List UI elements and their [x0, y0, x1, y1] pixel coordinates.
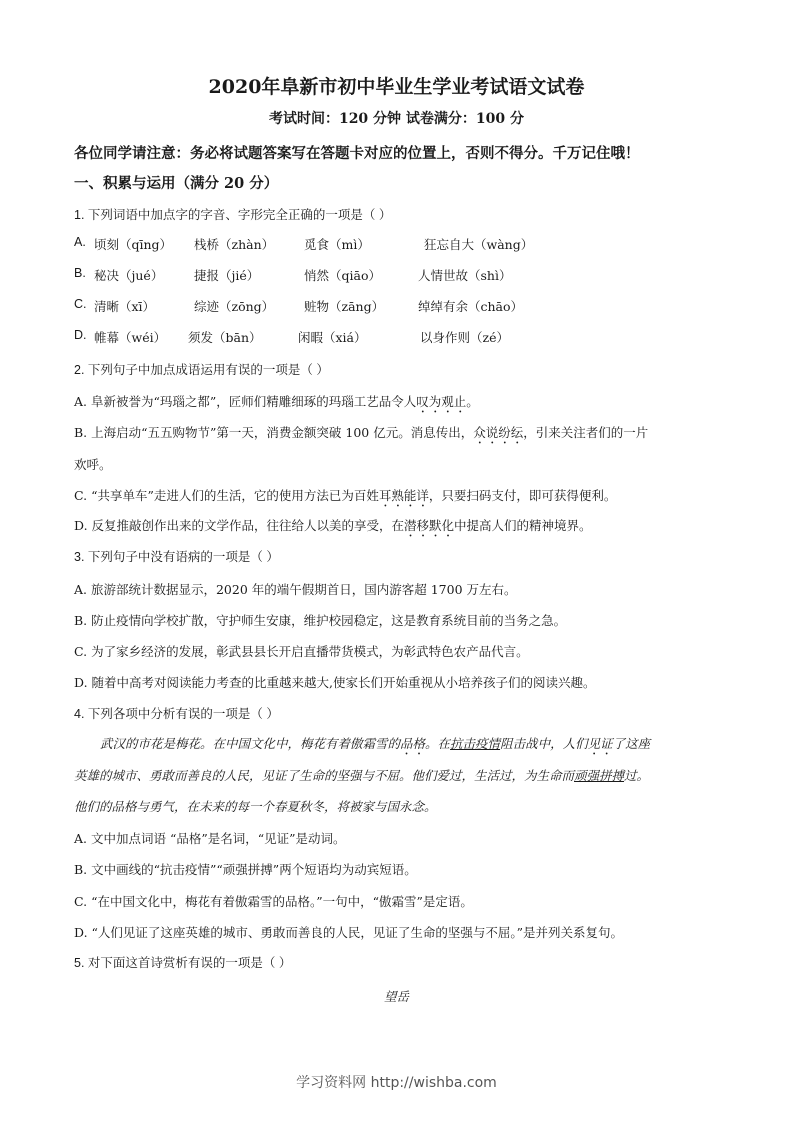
option-text: A. 阜新被誉为“玛瑙之都”，匠师们精雕细琢的玛瑙工艺品令人	[74, 394, 417, 409]
passage-text: 武汉的市花是梅花。在中国文化中，梅花有着傲霜雪的	[100, 736, 401, 751]
word-3: 闲暇（xiá）	[298, 330, 367, 345]
word-1: 清晰（xī）	[94, 299, 156, 314]
passage-line-1	[100, 734, 650, 758]
dotted-word: 见证	[587, 736, 613, 751]
question-3-option-a: A. 旅游部统计数据显示，2020 年的端午假期首日，国内游客超 1700 万左右。	[74, 582, 517, 597]
option-label: D.	[74, 328, 87, 342]
question-2-option-b	[74, 423, 648, 447]
option-text: D. 反复推敲创作出来的文学作品，往往给人以美的享受，在	[74, 518, 405, 533]
word-2: 栈桥（zhàn）	[194, 237, 275, 252]
question-2-option-d	[74, 516, 592, 540]
passage-line-3: 他们的品格与勇气，在未来的每一个春夏秋冬，将被家与国永念。	[74, 799, 437, 814]
passage-text: 英雄的城市、勇敢而善良的人民，见证了生命的坚强与不屈。他们爱过，生活过，为生命而	[74, 768, 575, 783]
section-heading: 一、积累与运用（满分 20 分）	[74, 175, 279, 192]
option-text: C. “共享单车”走进人们的生活，它的使用方法已为百姓	[74, 488, 379, 503]
dotted-idiom: 潜移默化	[404, 518, 455, 533]
dotted-idiom: 叹为观止	[416, 394, 467, 409]
word-2: 捷报（jié）	[194, 268, 260, 283]
question-3-option-b: B. 防止疫情向学校扩散，守护师生安康，维护校园稳定，这是教育系统目前的当务之急。	[74, 613, 567, 628]
passage-text: 过。	[624, 768, 650, 783]
question-4-option-b: B. 文中画线的“抗击疫情”“顽强拼搏”两个短语均为动宾短语。	[74, 862, 417, 877]
footer-watermark: 学习资料网 http://wishba.com	[296, 1075, 497, 1091]
notice: 各位同学请注意：务必将试题答案写在答题卡对应的位置上，否则不得分。千万记住哦！	[74, 145, 640, 162]
word-3: 悄然（qiāo）	[304, 268, 381, 283]
question-4-stem: 4. 下列各项中分析有误的一项是（ ）	[74, 707, 279, 721]
passage-text: 。在	[425, 736, 451, 751]
question-2-stem: 2. 下列句子中加点成语运用有误的一项是（ ）	[74, 363, 329, 377]
option-text-end: 中提高人们的精神境界。	[454, 518, 592, 533]
poem-title: 望岳	[383, 989, 409, 1004]
dotted-idiom: 众说纷纭	[473, 425, 524, 440]
question-2-option-c	[74, 486, 616, 510]
word-4: 人情世故（shì）	[418, 268, 512, 283]
option-label: A.	[74, 235, 86, 249]
question-2-option-a	[74, 392, 479, 416]
underlined-phrase: 抗击疫情	[450, 736, 501, 751]
question-3-option-c: C. 为了家乡经济的发展，彰武县县长开启直播带货模式，为彰武特色农产品代言。	[74, 644, 529, 659]
word-2: 须发（bān）	[188, 330, 262, 345]
question-4-option-a: A. 文中加点词语 “品格”是名词，“见证”是动词。	[74, 831, 346, 846]
word-1: 帷幕（wéi）	[94, 330, 167, 345]
question-4-option-c: C. “在中国文化中，梅花有着傲霜雪的品格。”一句中，“傲霜雪”是定语。	[74, 894, 473, 909]
underlined-phrase: 顽强拼搏	[574, 768, 625, 783]
dotted-idiom: 耳熟能详	[378, 488, 429, 503]
word-3: 觅食（mì）	[304, 237, 370, 252]
word-4: 绰绰有余（chāo）	[418, 299, 524, 314]
word-4: 以身作则（zé）	[420, 330, 509, 345]
word-2: 综迹（zōng）	[194, 299, 275, 314]
dotted-word: 品格	[400, 736, 426, 751]
word-3: 赃物（zāng）	[304, 299, 385, 314]
word-1: 秘决（jué）	[94, 268, 164, 283]
question-2-option-b-continued: 欢呼。	[74, 457, 112, 472]
question-3-stem: 3. 下列句子中没有语病的一项是（ ）	[74, 550, 279, 564]
question-5-stem: 5. 对下面这首诗赏析有误的一项是（ ）	[74, 956, 292, 970]
word-1: 顷刻（qīng）	[94, 237, 173, 252]
option-label: B.	[74, 266, 86, 280]
word-4: 狂忘自大（wàng）	[424, 237, 534, 252]
exam-info: 考试时间：120 分钟 试卷满分：100 分	[268, 111, 525, 127]
question-3-option-d: D. 随着中高考对阅读能力考查的比重越来越大,使家长们开始重视从小培养孩子们的阅读兴趣。	[74, 675, 596, 690]
passage-text: 了这座	[612, 736, 651, 751]
option-text: B. 上海启动“五五购物节”第一天，消费金额突破 100 亿元。消息传出，	[74, 425, 474, 440]
option-text-end: ，引来关注者们的一片	[523, 425, 649, 440]
question-1-stem: 1. 下列词语中加点字的字音、字形完全正确的一项是（ ）	[74, 208, 392, 222]
option-text-end: 。	[466, 394, 479, 409]
passage-line-2	[74, 766, 649, 784]
option-label: C.	[74, 297, 87, 311]
option-text-end: ，只要扫码支付，即可获得便利。	[428, 488, 617, 503]
passage-text: 阻击战中，人们	[500, 736, 588, 751]
question-4-option-d: D. “人们见证了这座英雄的城市、勇敢而善良的人民，见证了生命的坚强与不屈。”是并列关系复句。	[74, 925, 624, 940]
page-title: 2020年阜新市初中毕业生学业考试语文试卷	[208, 76, 585, 98]
